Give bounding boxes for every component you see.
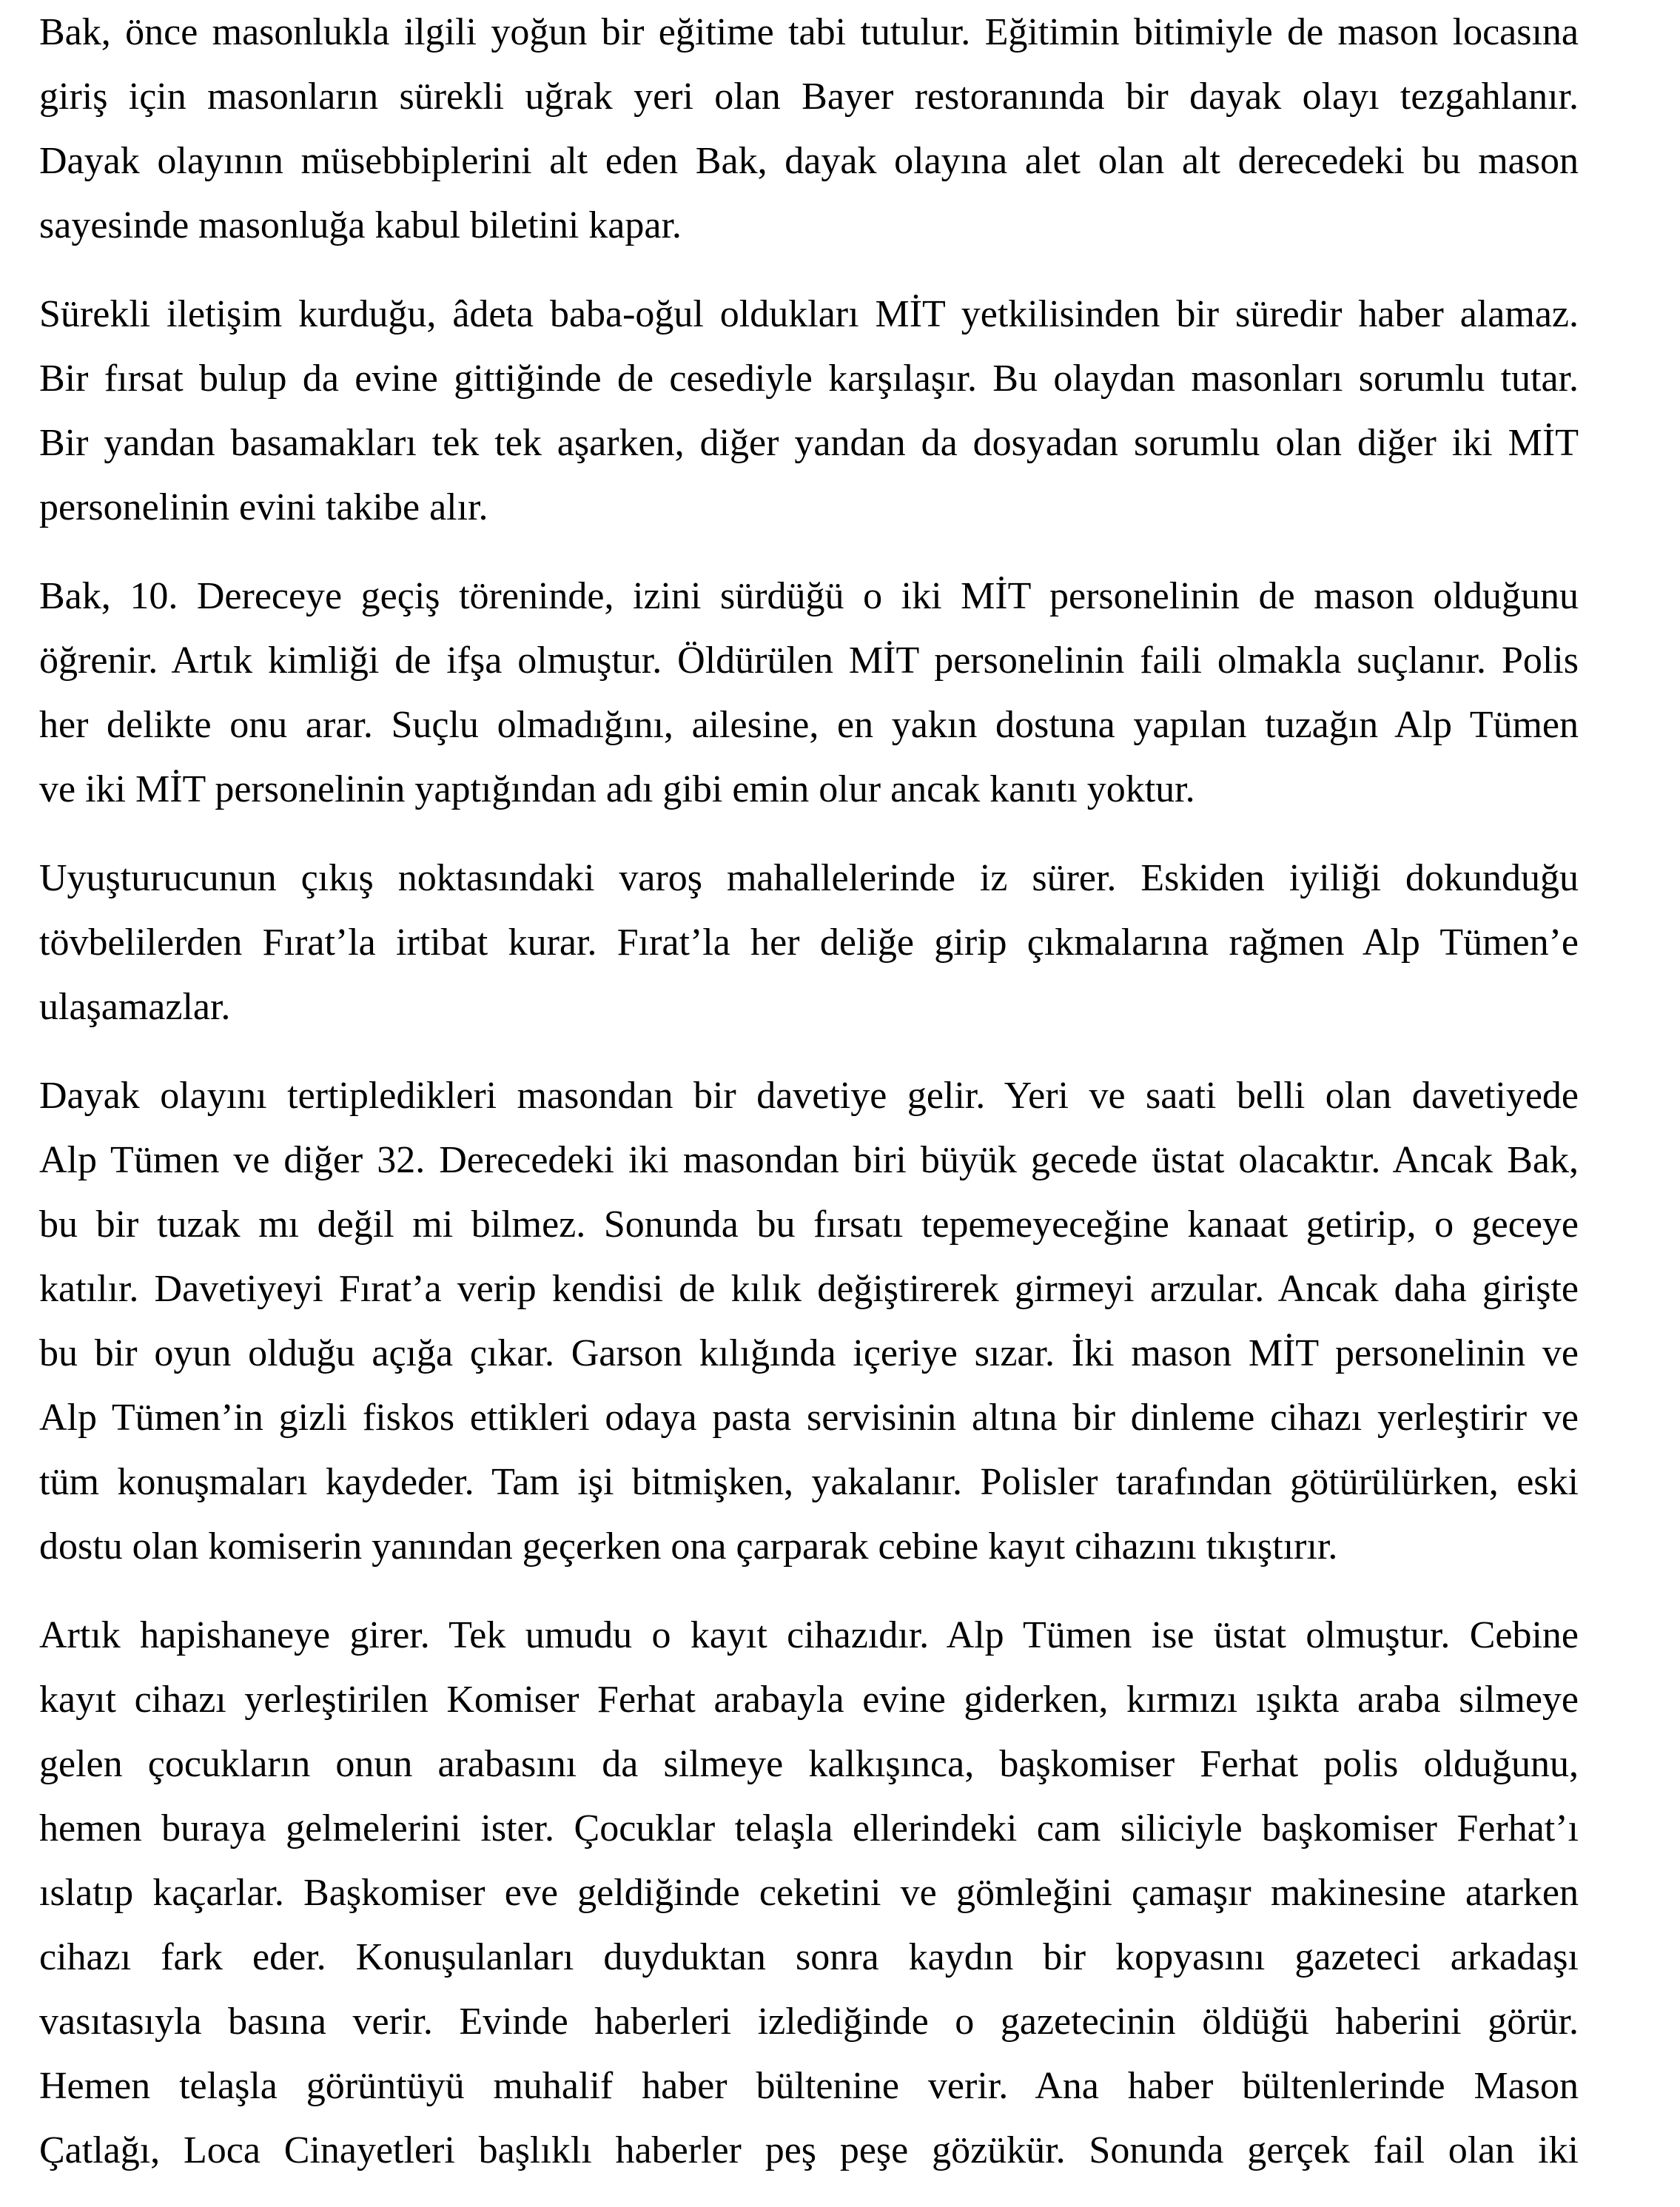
text-line: Hemen telaşla görüntüyü muhalif haber bültenine verir. Ana haber bültenlerinde Mason — [39, 2065, 1579, 2107]
text-line: Alp Tümen ve diğer 32. Derecedeki iki masondan biri büyük gecede üstat olacaktır. Ancak Bak, — [39, 1139, 1579, 1181]
text-line: Dayak olayının müsebbiplerini alt eden Bak, dayak olayına alet olan alt derecedeki bu mason — [39, 140, 1579, 182]
text-line: tövbelilerden Fırat’la irtibat kurar. Fırat’la her deliğe girip çıkmalarına rağmen Alp Tümen’e — [39, 921, 1579, 964]
paragraph — [39, 1064, 1579, 1579]
text-line: öğrenir. Artık kimliği de ifşa olmuştur. Öldürülen MİT personelinin faili olmakla suçlanır. Polis — [39, 639, 1579, 682]
paragraph — [39, 0, 1579, 258]
text-line: personelinin evini takibe alır. — [39, 486, 488, 528]
text-line: kayıt cihazı yerleştirilen Komiser Ferhat arabayla evine giderken, kırmızı ışıkta araba silmeye — [39, 1679, 1579, 1721]
text-line: Bak, 10. Dereceye geçiş töreninde, izini sürdüğü o iki MİT personelinin de mason olduğunu — [39, 575, 1579, 617]
text-line: giriş için masonların sürekli uğrak yeri olan Bayer restoranında bir dayak olayı tezgahlanır. — [39, 75, 1579, 118]
paragraph — [39, 282, 1579, 540]
text-line: Bir yandan basamakları tek tek aşarken, diğer yandan da dosyadan sorumlu olan diğer iki MİT — [39, 422, 1579, 464]
text-line: Dayak olayını tertipledikleri masondan bir davetiye gelir. Yeri ve saati belli olan davetiyede — [39, 1075, 1579, 1117]
text-line: katılır. Davetiyeyi Fırat’a verip kendisi de kılık değiştirerek girmeyi arzular. Ancak daha girişte — [39, 1268, 1579, 1310]
text-line: cihazı fark eder. Konuşulanları duyduktan sonra kaydın bir kopyasını gazeteci arkadaşı — [39, 1936, 1579, 1978]
text-line: sayesinde masonluğa kabul biletini kapar. — [39, 204, 682, 246]
paragraph — [39, 1603, 1579, 2183]
text-line: Sürekli iletişim kurduğu, âdeta baba-oğul oldukları MİT yetkilisinden bir süredir haber alamaz. — [39, 293, 1579, 335]
text-line: dostu olan komiserin yanından geçerken ona çarparak cebine kayıt cihazını tıkıştırır. — [39, 1525, 1338, 1568]
text-line: ulaşamazlar. — [39, 986, 231, 1028]
text-line: hemen buraya gelmelerini ister. Çocuklar telaşla ellerindeki cam siliciyle başkomiser Ferhat’ı — [39, 1807, 1579, 1850]
text-line: her delikte onu arar. Suçlu olmadığını, ailesine, en yakın dostuna yapılan tuzağın Alp Tümen — [39, 704, 1579, 746]
document-page — [39, 0, 1579, 2207]
text-line: bu bir oyun olduğu açığa çıkar. Garson kılığında içeriye sızar. İki mason MİT personelinin ve — [39, 1332, 1579, 1374]
text-line: ıslatıp kaçarlar. Başkomiser eve geldiğinde ceketini ve gömleğini çamaşır makinesine atarken — [39, 1872, 1579, 1914]
text-line: Bir fırsat bulup da evine gittiğinde de cesediyle karşılaşır. Bu olaydan masonları sorumlu tutar. — [39, 357, 1579, 400]
text-line: Bak, önce masonlukla ilgili yoğun bir eğitime tabi tutulur. Eğitimin bitimiyle de mason locasına — [39, 11, 1579, 53]
text-line: gelen çocukların onun arabasını da silmeye kalkışınca, başkomiser Ferhat polis olduğunu, — [39, 1743, 1579, 1785]
text-line: Artık hapishaneye girer. Tek umudu o kayıt cihazıdır. Alp Tümen ise üstat olmuştur. Cebine — [39, 1614, 1579, 1656]
text-line: Çatlağı, Loca Cinayetleri başlıklı haberler peş peşe gözükür. Sonunda gerçek fail olan iki — [39, 2129, 1579, 2171]
paragraph — [39, 846, 1579, 1039]
text-line: tüm konuşmaları kaydeder. Tam işi bitmişken, yakalanır. Polisler tarafından götürülürken, eski — [39, 1461, 1579, 1503]
text-line: ve iki MİT personelinin yaptığından adı gibi emin olur ancak kanıtı yoktur. — [39, 768, 1195, 810]
text-line: Alp Tümen’in gizli fiskos ettikleri odaya pasta servisinin altına bir dinleme cihazı yerleştirir ve — [39, 1397, 1579, 1439]
text-line: vasıtasıyla basına verir. Evinde haberleri izlediğinde o gazetecinin öldüğü haberini görür. — [39, 2001, 1579, 2043]
text-line: bu bir tuzak mı değil mi bilmez. Sonunda bu fırsatı tepemeyeceğine kanaat getirip, o geceye — [39, 1203, 1579, 1246]
text-line: Uyuşturucunun çıkış noktasındaki varoş mahallelerinde iz sürer. Eskiden iyiliği dokunduğu — [39, 857, 1579, 899]
paragraph — [39, 564, 1579, 822]
